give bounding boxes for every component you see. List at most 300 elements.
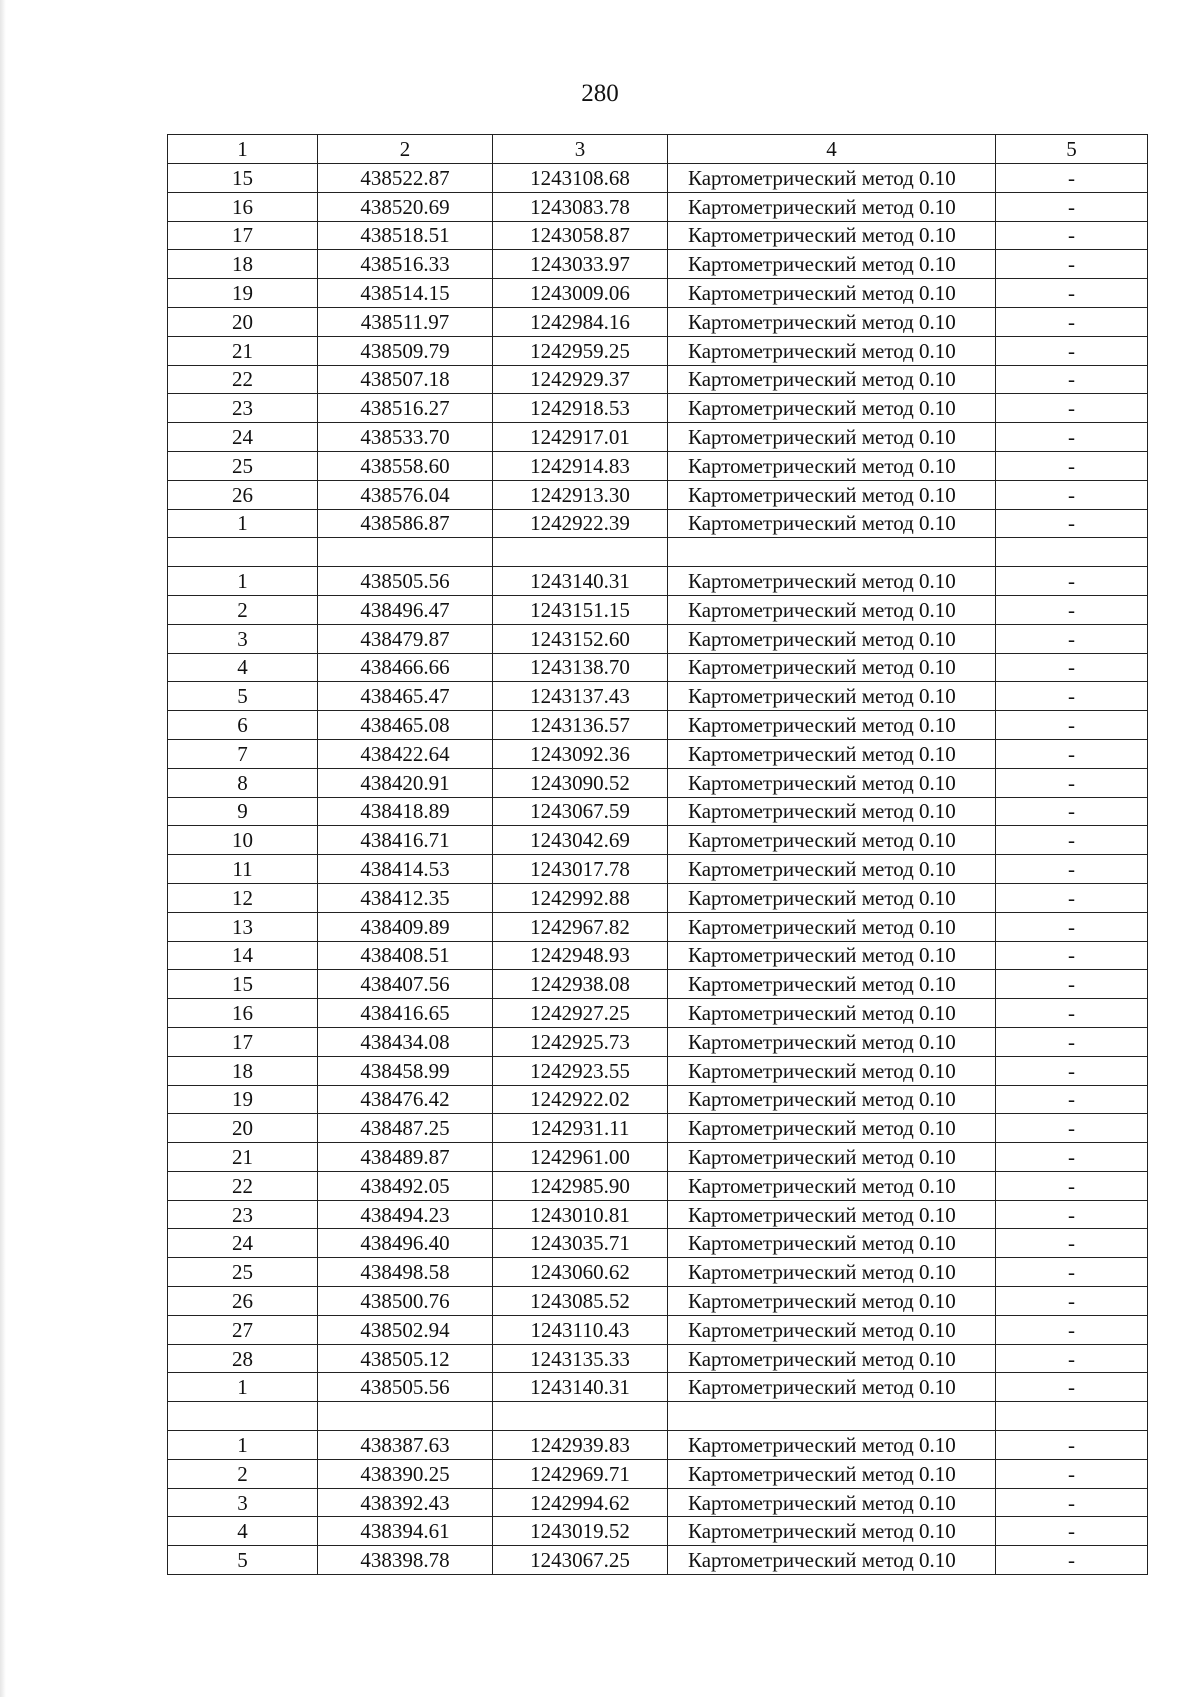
point-number-cell: 14 <box>168 941 318 970</box>
y-coordinate-cell: 1242948.93 <box>493 941 668 970</box>
point-number-cell: 6 <box>168 711 318 740</box>
method-cell: Картометрический метод 0.10 <box>668 336 996 365</box>
table-row <box>168 1315 1148 1344</box>
note-cell: - <box>996 1287 1148 1316</box>
method-cell: Картометрический метод 0.10 <box>668 797 996 826</box>
y-coordinate-cell: 1243042.69 <box>493 826 668 855</box>
method-cell: Картометрический метод 0.10 <box>668 1143 996 1172</box>
note-cell: - <box>996 1229 1148 1258</box>
method-cell: Картометрический метод 0.10 <box>668 250 996 279</box>
x-coordinate-cell: 438465.08 <box>318 711 493 740</box>
point-number-cell: 2 <box>168 1459 318 1488</box>
table-row <box>168 826 1148 855</box>
point-number-cell: 11 <box>168 855 318 884</box>
note-cell: - <box>996 855 1148 884</box>
x-coordinate-cell: 438492.05 <box>318 1171 493 1200</box>
y-coordinate-cell: 1242917.01 <box>493 423 668 452</box>
note-cell: - <box>996 595 1148 624</box>
table-row <box>168 739 1148 768</box>
table-row <box>168 1056 1148 1085</box>
y-coordinate-cell: 1243035.71 <box>493 1229 668 1258</box>
x-coordinate-cell: 438407.56 <box>318 970 493 999</box>
method-cell: Картометрический метод 0.10 <box>668 883 996 912</box>
y-coordinate-cell: 1243151.15 <box>493 595 668 624</box>
note-cell: - <box>996 164 1148 193</box>
point-number-cell: 7 <box>168 739 318 768</box>
x-coordinate-cell: 438498.58 <box>318 1258 493 1287</box>
table-row <box>168 307 1148 336</box>
x-coordinate-cell: 438414.53 <box>318 855 493 884</box>
point-number-cell: 25 <box>168 451 318 480</box>
y-coordinate-cell: 1243009.06 <box>493 279 668 308</box>
x-coordinate-cell: 438422.64 <box>318 739 493 768</box>
method-cell: Картометрический метод 0.10 <box>668 451 996 480</box>
table-row <box>168 1344 1148 1373</box>
method-cell: Картометрический метод 0.10 <box>668 480 996 509</box>
note-cell: - <box>996 365 1148 394</box>
table-row <box>168 1287 1148 1316</box>
note-cell: - <box>996 1171 1148 1200</box>
y-coordinate-cell: 1243135.33 <box>493 1344 668 1373</box>
table-row <box>168 653 1148 682</box>
y-coordinate-cell: 1243090.52 <box>493 768 668 797</box>
table-row <box>168 711 1148 740</box>
point-number-cell: 23 <box>168 394 318 423</box>
y-coordinate-cell: 1243085.52 <box>493 1287 668 1316</box>
y-coordinate-cell: 1242969.71 <box>493 1459 668 1488</box>
y-coordinate-cell: 1242959.25 <box>493 336 668 365</box>
table-row <box>168 279 1148 308</box>
note-cell: - <box>996 826 1148 855</box>
table-row <box>168 423 1148 452</box>
column-header-5: 5 <box>996 135 1148 164</box>
note-cell: - <box>996 883 1148 912</box>
header-row <box>168 135 1148 164</box>
table-row <box>168 855 1148 884</box>
table-row <box>168 250 1148 279</box>
note-cell: - <box>996 682 1148 711</box>
table-header <box>168 135 1148 164</box>
method-cell: Картометрический метод 0.10 <box>668 307 996 336</box>
method-cell <box>668 538 996 567</box>
y-coordinate-cell: 1242939.83 <box>493 1431 668 1460</box>
x-coordinate-cell: 438390.25 <box>318 1459 493 1488</box>
y-coordinate-cell: 1243067.59 <box>493 797 668 826</box>
table-row <box>168 567 1148 596</box>
column-header-1: 1 <box>168 135 318 164</box>
table-row <box>168 912 1148 941</box>
y-coordinate-cell: 1242984.16 <box>493 307 668 336</box>
table-row <box>168 1488 1148 1517</box>
table-row <box>168 682 1148 711</box>
point-number-cell: 22 <box>168 365 318 394</box>
x-coordinate-cell: 438516.33 <box>318 250 493 279</box>
y-coordinate-cell: 1243060.62 <box>493 1258 668 1287</box>
x-coordinate-cell: 438533.70 <box>318 423 493 452</box>
method-cell: Картометрический метод 0.10 <box>668 1517 996 1546</box>
y-coordinate-cell: 1242927.25 <box>493 999 668 1028</box>
method-cell: Картометрический метод 0.10 <box>668 423 996 452</box>
table-row <box>168 1229 1148 1258</box>
note-cell: - <box>996 1546 1148 1575</box>
point-number-cell: 9 <box>168 797 318 826</box>
method-cell: Картометрический метод 0.10 <box>668 1229 996 1258</box>
y-coordinate-cell: 1243017.78 <box>493 855 668 884</box>
note-cell: - <box>996 797 1148 826</box>
table-row <box>168 192 1148 221</box>
point-number-cell: 18 <box>168 1056 318 1085</box>
point-number-cell: 2 <box>168 595 318 624</box>
table-row <box>168 509 1148 538</box>
x-coordinate-cell: 438520.69 <box>318 192 493 221</box>
method-cell: Картометрический метод 0.10 <box>668 1315 996 1344</box>
y-coordinate-cell: 1242922.39 <box>493 509 668 538</box>
point-number-cell: 8 <box>168 768 318 797</box>
y-coordinate-cell: 1242992.88 <box>493 883 668 912</box>
y-coordinate-cell: 1243092.36 <box>493 739 668 768</box>
y-coordinate-cell: 1243019.52 <box>493 1517 668 1546</box>
note-cell: - <box>996 1056 1148 1085</box>
y-coordinate-cell: 1242938.08 <box>493 970 668 999</box>
note-cell <box>996 538 1148 567</box>
method-cell: Картометрический метод 0.10 <box>668 1488 996 1517</box>
y-coordinate-cell: 1243140.31 <box>493 1373 668 1402</box>
x-coordinate-cell: 438476.42 <box>318 1085 493 1114</box>
y-coordinate-cell: 1243083.78 <box>493 192 668 221</box>
point-number-cell: 13 <box>168 912 318 941</box>
table-row <box>168 1431 1148 1460</box>
method-cell: Картометрический метод 0.10 <box>668 1373 996 1402</box>
note-cell: - <box>996 711 1148 740</box>
page-number: 280 <box>581 80 619 107</box>
method-cell: Картометрический метод 0.10 <box>668 1459 996 1488</box>
table-row <box>168 1171 1148 1200</box>
x-coordinate-cell: 438505.56 <box>318 567 493 596</box>
y-coordinate-cell: 1242918.53 <box>493 394 668 423</box>
table-row <box>168 365 1148 394</box>
note-cell: - <box>996 912 1148 941</box>
method-cell: Картометрический метод 0.10 <box>668 1171 996 1200</box>
x-coordinate-cell: 438418.89 <box>318 797 493 826</box>
method-cell: Картометрический метод 0.10 <box>668 855 996 884</box>
point-number-cell: 22 <box>168 1171 318 1200</box>
table-row <box>168 538 1148 567</box>
x-coordinate-cell: 438516.27 <box>318 394 493 423</box>
y-coordinate-cell: 1243140.31 <box>493 567 668 596</box>
table-row <box>168 1258 1148 1287</box>
table-row <box>168 797 1148 826</box>
point-number-cell: 26 <box>168 480 318 509</box>
x-coordinate-cell <box>318 1402 493 1431</box>
x-coordinate-cell: 438576.04 <box>318 480 493 509</box>
note-cell: - <box>996 1200 1148 1229</box>
note-cell: - <box>996 1085 1148 1114</box>
note-cell: - <box>996 970 1148 999</box>
table-row <box>168 451 1148 480</box>
method-cell: Картометрический метод 0.10 <box>668 1056 996 1085</box>
point-number-cell: 1 <box>168 567 318 596</box>
x-coordinate-cell: 438505.56 <box>318 1373 493 1402</box>
y-coordinate-cell <box>493 1402 668 1431</box>
x-coordinate-cell: 438466.66 <box>318 653 493 682</box>
method-cell: Картометрический метод 0.10 <box>668 365 996 394</box>
point-number-cell <box>168 538 318 567</box>
y-coordinate-cell: 1243033.97 <box>493 250 668 279</box>
table-row <box>168 1546 1148 1575</box>
scan-edge <box>0 0 6 1697</box>
table-row <box>168 941 1148 970</box>
point-number-cell: 16 <box>168 999 318 1028</box>
table-row <box>168 221 1148 250</box>
y-coordinate-cell: 1243108.68 <box>493 164 668 193</box>
x-coordinate-cell: 438387.63 <box>318 1431 493 1460</box>
point-number-cell: 24 <box>168 423 318 452</box>
point-number-cell: 1 <box>168 509 318 538</box>
table-row <box>168 624 1148 653</box>
method-cell <box>668 1402 996 1431</box>
point-number-cell: 4 <box>168 1517 318 1546</box>
x-coordinate-cell: 438394.61 <box>318 1517 493 1546</box>
method-cell: Картометрический метод 0.10 <box>668 912 996 941</box>
method-cell: Картометрический метод 0.10 <box>668 1546 996 1575</box>
note-cell: - <box>996 509 1148 538</box>
x-coordinate-cell: 438408.51 <box>318 941 493 970</box>
y-coordinate-cell: 1242913.30 <box>493 480 668 509</box>
x-coordinate-cell: 438494.23 <box>318 1200 493 1229</box>
method-cell: Картометрический метод 0.10 <box>668 221 996 250</box>
table-row <box>168 970 1148 999</box>
column-header-3: 3 <box>493 135 668 164</box>
note-cell: - <box>996 941 1148 970</box>
y-coordinate-cell: 1242922.02 <box>493 1085 668 1114</box>
column-header-4: 4 <box>668 135 996 164</box>
note-cell: - <box>996 1344 1148 1373</box>
x-coordinate-cell: 438416.71 <box>318 826 493 855</box>
method-cell: Картометрический метод 0.10 <box>668 1085 996 1114</box>
point-number-cell: 5 <box>168 1546 318 1575</box>
y-coordinate-cell: 1243152.60 <box>493 624 668 653</box>
y-coordinate-cell: 1243136.57 <box>493 711 668 740</box>
table-row <box>168 394 1148 423</box>
x-coordinate-cell: 438558.60 <box>318 451 493 480</box>
note-cell: - <box>996 999 1148 1028</box>
method-cell: Картометрический метод 0.10 <box>668 739 996 768</box>
y-coordinate-cell: 1243010.81 <box>493 1200 668 1229</box>
y-coordinate-cell: 1242931.11 <box>493 1114 668 1143</box>
note-cell: - <box>996 1459 1148 1488</box>
table-row <box>168 999 1148 1028</box>
table-row <box>168 768 1148 797</box>
point-number-cell: 18 <box>168 250 318 279</box>
note-cell: - <box>996 423 1148 452</box>
point-number-cell: 28 <box>168 1344 318 1373</box>
note-cell: - <box>996 1258 1148 1287</box>
method-cell: Картометрический метод 0.10 <box>668 1114 996 1143</box>
method-cell: Картометрический метод 0.10 <box>668 624 996 653</box>
note-cell: - <box>996 279 1148 308</box>
table-row <box>168 1114 1148 1143</box>
note-cell: - <box>996 1431 1148 1460</box>
method-cell: Картометрический метод 0.10 <box>668 1258 996 1287</box>
y-coordinate-cell <box>493 538 668 567</box>
method-cell: Картометрический метод 0.10 <box>668 567 996 596</box>
method-cell: Картометрический метод 0.10 <box>668 682 996 711</box>
note-cell: - <box>996 768 1148 797</box>
method-cell: Картометрический метод 0.10 <box>668 1344 996 1373</box>
note-cell: - <box>996 192 1148 221</box>
method-cell: Картометрический метод 0.10 <box>668 1287 996 1316</box>
y-coordinate-cell: 1243058.87 <box>493 221 668 250</box>
x-coordinate-cell: 438420.91 <box>318 768 493 797</box>
method-cell: Картометрический метод 0.10 <box>668 1200 996 1229</box>
x-coordinate-cell: 438434.08 <box>318 1027 493 1056</box>
point-number-cell: 19 <box>168 1085 318 1114</box>
note-cell <box>996 1402 1148 1431</box>
method-cell: Картометрический метод 0.10 <box>668 999 996 1028</box>
note-cell: - <box>996 1143 1148 1172</box>
point-number-cell: 20 <box>168 307 318 336</box>
x-coordinate-cell: 438412.35 <box>318 883 493 912</box>
y-coordinate-cell: 1242961.00 <box>493 1143 668 1172</box>
y-coordinate-cell: 1242929.37 <box>493 365 668 394</box>
point-number-cell: 17 <box>168 1027 318 1056</box>
x-coordinate-cell: 438507.18 <box>318 365 493 394</box>
x-coordinate-cell: 438496.47 <box>318 595 493 624</box>
y-coordinate-cell: 1243067.25 <box>493 1546 668 1575</box>
method-cell: Картометрический метод 0.10 <box>668 1431 996 1460</box>
point-number-cell: 12 <box>168 883 318 912</box>
x-coordinate-cell: 438496.40 <box>318 1229 493 1258</box>
method-cell: Картометрический метод 0.10 <box>668 826 996 855</box>
point-number-cell: 26 <box>168 1287 318 1316</box>
y-coordinate-cell: 1243137.43 <box>493 682 668 711</box>
point-number-cell: 25 <box>168 1258 318 1287</box>
x-coordinate-cell: 438489.87 <box>318 1143 493 1172</box>
x-coordinate-cell: 438514.15 <box>318 279 493 308</box>
note-cell: - <box>996 221 1148 250</box>
point-number-cell <box>168 1402 318 1431</box>
point-number-cell: 19 <box>168 279 318 308</box>
note-cell: - <box>996 567 1148 596</box>
table-row <box>168 1027 1148 1056</box>
method-cell: Картометрический метод 0.10 <box>668 595 996 624</box>
x-coordinate-cell: 438409.89 <box>318 912 493 941</box>
note-cell: - <box>996 250 1148 279</box>
note-cell: - <box>996 451 1148 480</box>
method-cell: Картометрический метод 0.10 <box>668 279 996 308</box>
x-coordinate-cell <box>318 538 493 567</box>
table-row <box>168 595 1148 624</box>
table-row <box>168 1517 1148 1546</box>
x-coordinate-cell: 438511.97 <box>318 307 493 336</box>
x-coordinate-cell: 438458.99 <box>318 1056 493 1085</box>
note-cell: - <box>996 624 1148 653</box>
method-cell: Картометрический метод 0.10 <box>668 970 996 999</box>
y-coordinate-cell: 1243138.70 <box>493 653 668 682</box>
point-number-cell: 21 <box>168 336 318 365</box>
point-number-cell: 23 <box>168 1200 318 1229</box>
point-number-cell: 5 <box>168 682 318 711</box>
note-cell: - <box>996 394 1148 423</box>
table-row <box>168 336 1148 365</box>
point-number-cell: 15 <box>168 164 318 193</box>
point-number-cell: 3 <box>168 624 318 653</box>
point-number-cell: 1 <box>168 1431 318 1460</box>
table-row <box>168 1459 1148 1488</box>
table-row <box>168 1402 1148 1431</box>
method-cell: Картометрический метод 0.10 <box>668 509 996 538</box>
table-body <box>168 164 1148 1575</box>
method-cell: Картометрический метод 0.10 <box>668 192 996 221</box>
note-cell: - <box>996 307 1148 336</box>
note-cell: - <box>996 1517 1148 1546</box>
point-number-cell: 3 <box>168 1488 318 1517</box>
y-coordinate-cell: 1242925.73 <box>493 1027 668 1056</box>
y-coordinate-cell: 1242967.82 <box>493 912 668 941</box>
point-number-cell: 1 <box>168 1373 318 1402</box>
point-number-cell: 24 <box>168 1229 318 1258</box>
y-coordinate-cell: 1242985.90 <box>493 1171 668 1200</box>
point-number-cell: 10 <box>168 826 318 855</box>
x-coordinate-cell: 438522.87 <box>318 164 493 193</box>
method-cell: Картометрический метод 0.10 <box>668 164 996 193</box>
table-row <box>168 164 1148 193</box>
table-row <box>168 883 1148 912</box>
x-coordinate-cell: 438398.78 <box>318 1546 493 1575</box>
x-coordinate-cell: 438479.87 <box>318 624 493 653</box>
point-number-cell: 17 <box>168 221 318 250</box>
x-coordinate-cell: 438505.12 <box>318 1344 493 1373</box>
table-row <box>168 480 1148 509</box>
note-cell: - <box>996 1315 1148 1344</box>
note-cell: - <box>996 1114 1148 1143</box>
point-number-cell: 27 <box>168 1315 318 1344</box>
column-header-2: 2 <box>318 135 493 164</box>
note-cell: - <box>996 739 1148 768</box>
method-cell: Картометрический метод 0.10 <box>668 768 996 797</box>
x-coordinate-cell: 438487.25 <box>318 1114 493 1143</box>
x-coordinate-cell: 438500.76 <box>318 1287 493 1316</box>
x-coordinate-cell: 438416.65 <box>318 999 493 1028</box>
point-number-cell: 15 <box>168 970 318 999</box>
x-coordinate-cell: 438586.87 <box>318 509 493 538</box>
x-coordinate-cell: 438465.47 <box>318 682 493 711</box>
y-coordinate-cell: 1242994.62 <box>493 1488 668 1517</box>
table-row <box>168 1200 1148 1229</box>
table-row <box>168 1085 1148 1114</box>
method-cell: Картометрический метод 0.10 <box>668 394 996 423</box>
method-cell: Картометрический метод 0.10 <box>668 711 996 740</box>
y-coordinate-cell: 1242923.55 <box>493 1056 668 1085</box>
point-number-cell: 20 <box>168 1114 318 1143</box>
y-coordinate-cell: 1243110.43 <box>493 1315 668 1344</box>
note-cell: - <box>996 336 1148 365</box>
note-cell: - <box>996 1027 1148 1056</box>
y-coordinate-cell: 1242914.83 <box>493 451 668 480</box>
note-cell: - <box>996 653 1148 682</box>
x-coordinate-cell: 438502.94 <box>318 1315 493 1344</box>
note-cell: - <box>996 480 1148 509</box>
method-cell: Картометрический метод 0.10 <box>668 941 996 970</box>
table-row <box>168 1143 1148 1172</box>
note-cell: - <box>996 1373 1148 1402</box>
method-cell: Картометрический метод 0.10 <box>668 1027 996 1056</box>
x-coordinate-cell: 438392.43 <box>318 1488 493 1517</box>
coordinates-table <box>167 134 1148 1575</box>
method-cell: Картометрический метод 0.10 <box>668 653 996 682</box>
point-number-cell: 21 <box>168 1143 318 1172</box>
point-number-cell: 16 <box>168 192 318 221</box>
